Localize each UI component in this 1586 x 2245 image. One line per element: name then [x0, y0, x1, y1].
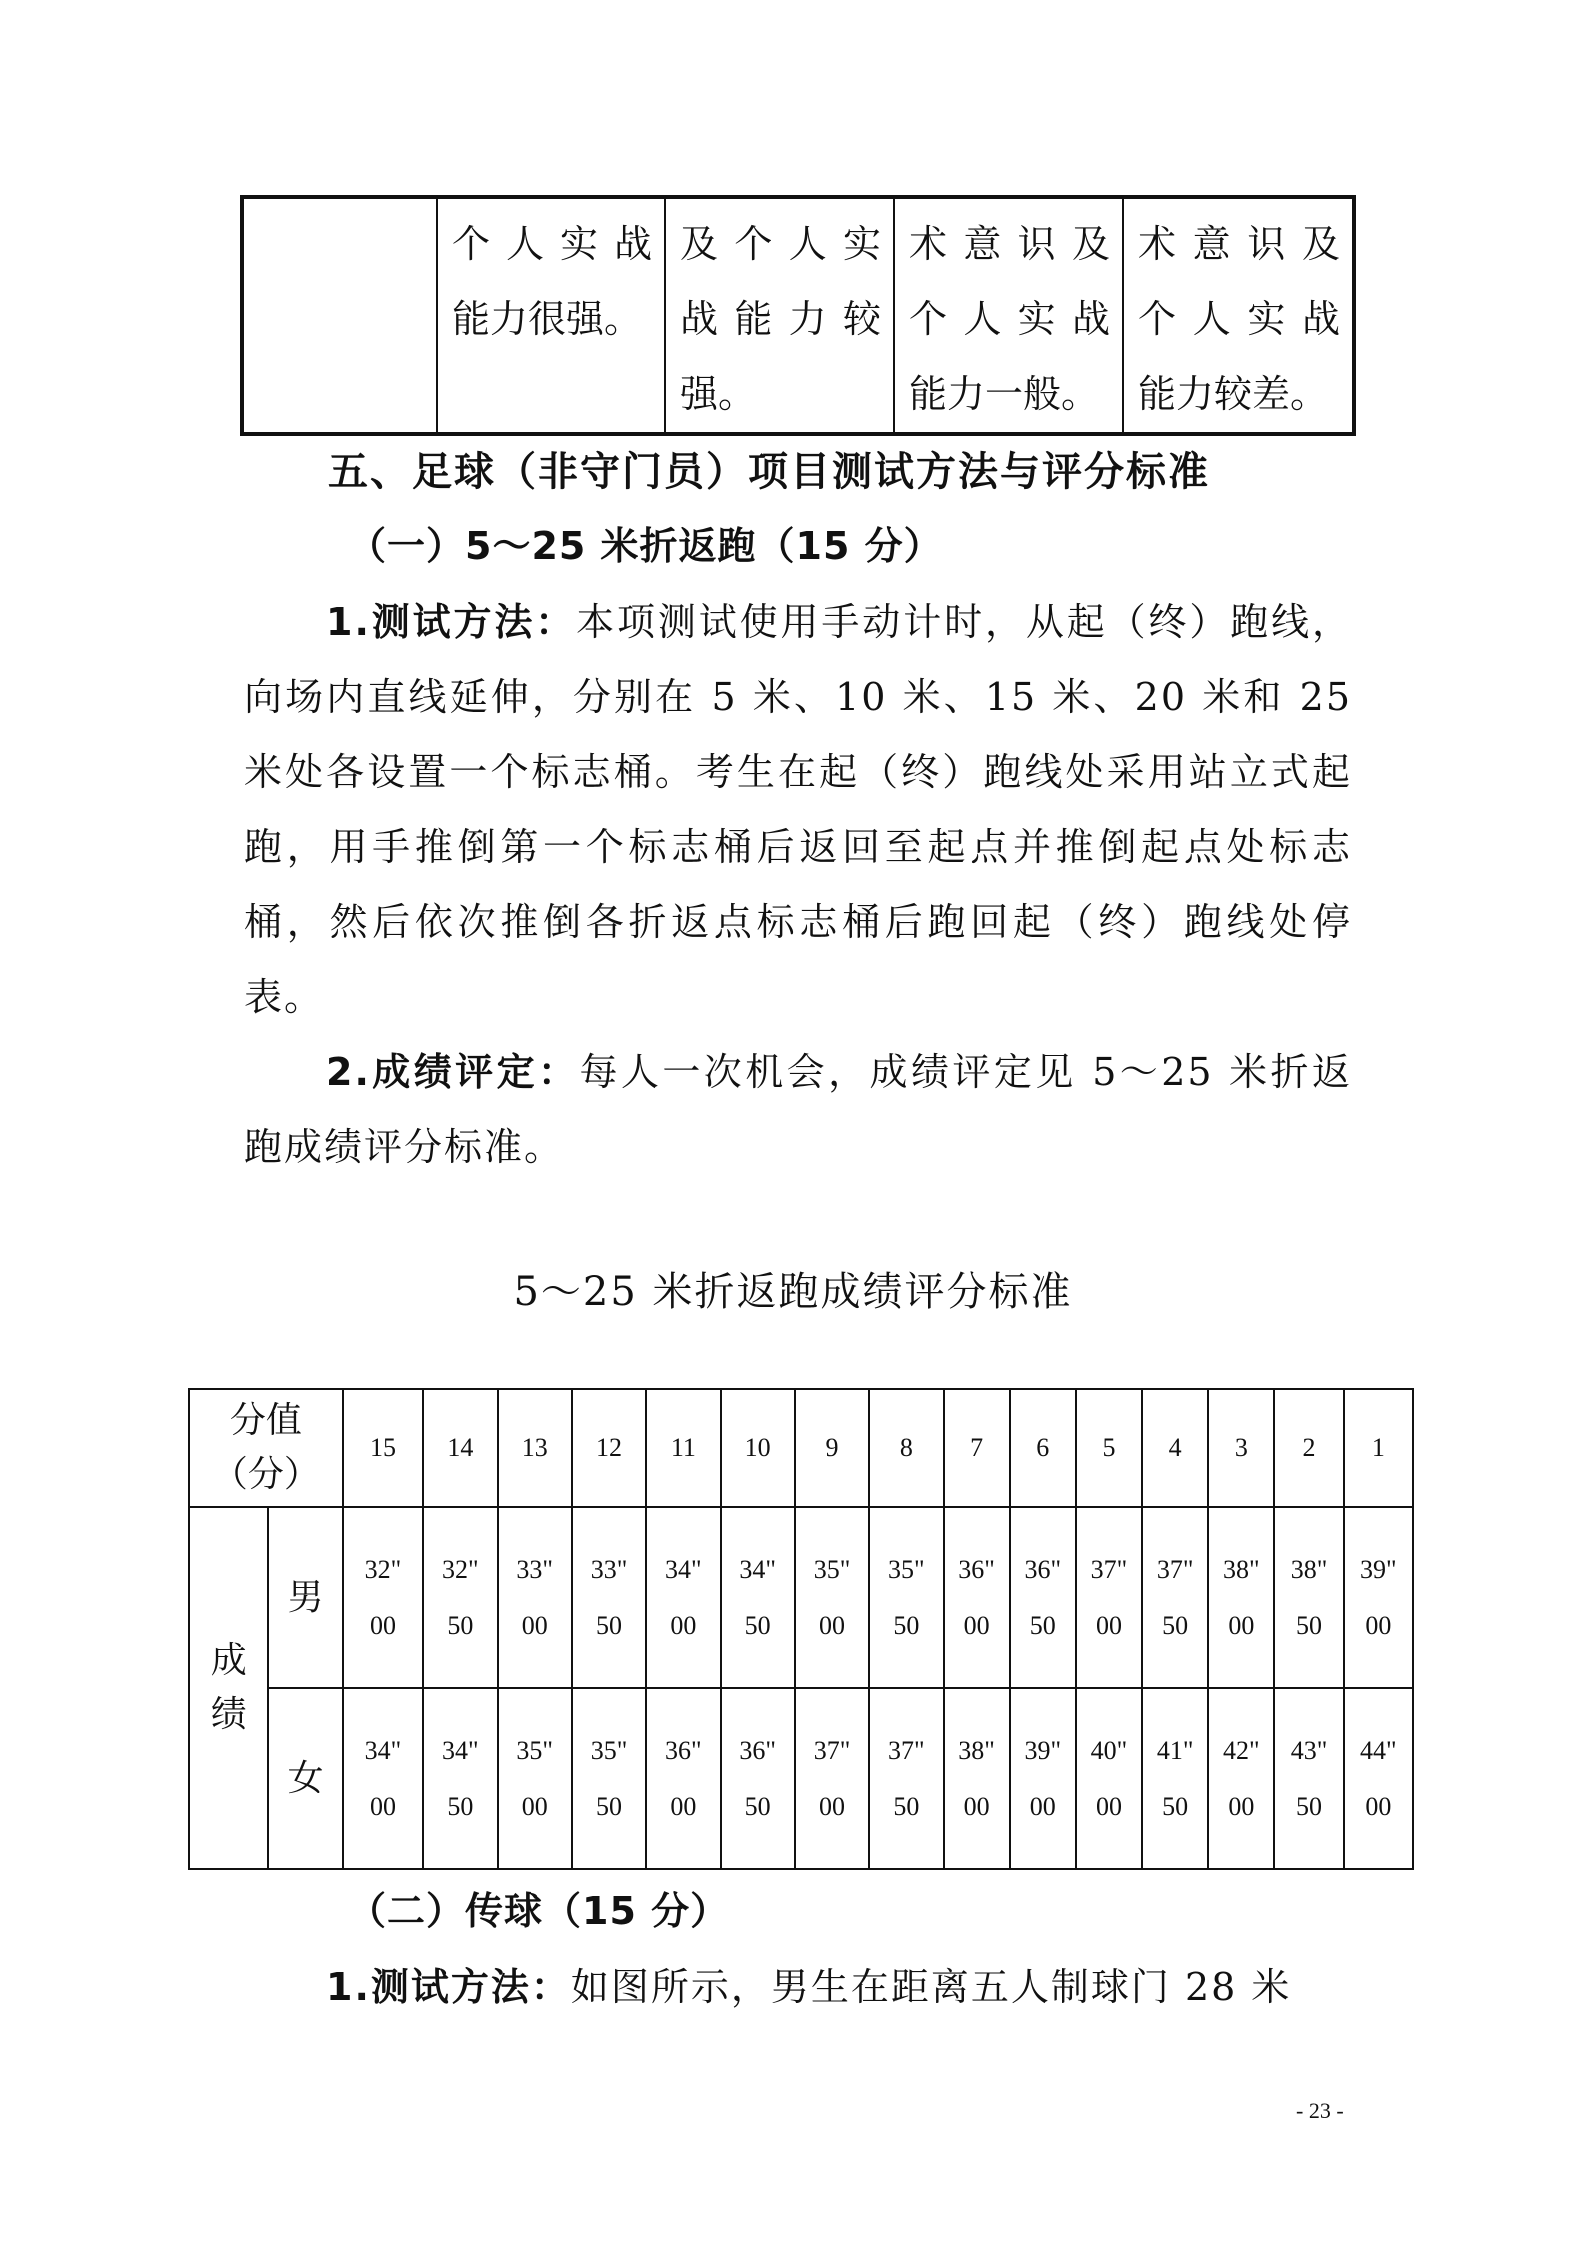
male-time-part: 36" [958, 1554, 995, 1584]
male-time-cell [795, 1507, 869, 1688]
score-table-title: 5～25 米折返跑成绩评分标准 [513, 1269, 1073, 1315]
female-time-cell [1344, 1688, 1413, 1869]
score-header-label [189, 1389, 343, 1507]
female-time-cell [423, 1688, 497, 1869]
test-method-label: 1.测试方法： [326, 600, 577, 644]
male-time-cell [1010, 1507, 1076, 1688]
female-label: 女 [268, 1688, 342, 1869]
female-time-part: 50 [447, 1791, 474, 1821]
male-time-part: 50 [744, 1610, 771, 1640]
female-time-cell [646, 1688, 720, 1869]
result-group-label [189, 1507, 268, 1869]
male-time-part: 34" [665, 1554, 702, 1584]
male-time-cell [423, 1507, 497, 1688]
score-header-label-line2: （分） [211, 1454, 320, 1495]
male-time-part: 00 [819, 1610, 845, 1640]
continued-rating-cell [894, 197, 1123, 434]
male-time-cell [1208, 1507, 1274, 1688]
male-time-part: 50 [1162, 1610, 1189, 1640]
continued-rating-line: 术意识及 [909, 222, 1110, 266]
score-value-cell: 3 [1208, 1389, 1274, 1507]
continued-rating-line: 术意识及 [1138, 222, 1340, 266]
continued-rating-line: 强。 [680, 372, 757, 416]
continued-rating-cell [242, 197, 437, 434]
male-time-part: 50 [1029, 1610, 1056, 1640]
score-value-cell: 6 [1010, 1389, 1076, 1507]
male-time-cell [721, 1507, 795, 1688]
male-time-part: 33" [516, 1554, 553, 1584]
female-time-part: 39" [1024, 1735, 1062, 1765]
result-group-label-line1: 成 [210, 1640, 247, 1681]
male-time-part: 50 [1296, 1610, 1323, 1640]
female-time-part: 50 [1296, 1791, 1323, 1821]
continued-rating-line: 个人实战 [452, 222, 652, 266]
female-time-cell [1274, 1688, 1343, 1869]
female-time-part: 38" [958, 1735, 995, 1765]
continued-rating-line: 及个人实 [680, 222, 881, 266]
male-time-cell [1344, 1507, 1413, 1688]
continued-rating-line: 能力较差。 [1138, 372, 1329, 416]
continued-rating-line: 能力一般。 [909, 372, 1100, 416]
male-time-part: 00 [369, 1610, 396, 1640]
female-time-cell [1208, 1688, 1274, 1869]
score-rule-paragraph [244, 1035, 1352, 1185]
score-value-cell: 8 [869, 1389, 943, 1507]
score-value-cell: 7 [944, 1389, 1010, 1507]
female-time-part: 37" [813, 1735, 851, 1765]
female-time-part: 36" [739, 1735, 776, 1765]
female-time-part: 36" [665, 1735, 702, 1765]
female-time-part: 00 [670, 1791, 697, 1821]
score-value-cell: 2 [1274, 1389, 1343, 1507]
female-time-part: 50 [1162, 1791, 1189, 1821]
female-time-part: 00 [521, 1791, 548, 1821]
male-time-part: 35" [813, 1554, 851, 1584]
score-value-cell: 5 [1076, 1389, 1142, 1507]
score-value-cell: 9 [795, 1389, 869, 1507]
continued-rating-cell [665, 197, 894, 434]
male-label: 男 [268, 1507, 342, 1688]
male-time-part: 32" [442, 1554, 479, 1584]
male-time-part: 50 [447, 1610, 474, 1640]
female-time-cell [795, 1688, 869, 1869]
male-time-part: 36" [1024, 1554, 1062, 1584]
score-value-cell: 11 [646, 1389, 720, 1507]
score-value-cell: 15 [343, 1389, 423, 1507]
male-time-part: 00 [1228, 1610, 1255, 1640]
male-time-cell [869, 1507, 943, 1688]
passing-test-method-text: 如图所示，男生在距离五人制球门 28 米 [570, 1965, 1292, 2009]
female-time-part: 00 [1365, 1791, 1392, 1821]
female-time-cell [1142, 1688, 1208, 1869]
male-time-part: 32" [364, 1554, 402, 1584]
continued-rating-line: 战能力较 [680, 297, 881, 341]
subsection-title-passing: （二）传球（15 分） [348, 1889, 730, 1933]
female-time-cell [869, 1688, 943, 1869]
continued-rating-cell [1123, 197, 1354, 434]
female-time-part: 44" [1360, 1735, 1397, 1765]
male-time-cell [343, 1507, 423, 1688]
female-time-part: 35" [590, 1735, 628, 1765]
page-number: - 23 - [1296, 2098, 1344, 2123]
female-time-cell [498, 1688, 572, 1869]
female-time-part: 00 [1095, 1791, 1122, 1821]
subsection-title-shuttle-run: （一）5～25 米折返跑（15 分） [348, 524, 943, 568]
continued-rating-cell [437, 197, 665, 434]
score-rule-text: 每人一次机会，成绩评定见 5～25 米折返跑成绩评分标准。 [244, 1050, 1352, 1169]
female-time-part: 00 [1029, 1791, 1056, 1821]
female-time-cell [572, 1688, 646, 1869]
male-time-part: 35" [888, 1554, 925, 1584]
score-header-label-line1: 分值 [229, 1400, 302, 1441]
passing-test-method-label: 1.测试方法： [326, 1965, 571, 2009]
test-method-text: 本项测试使用手动计时，从起（终）跑线，向场内直线延伸，分别在 5 米、10 米、15 米、20 米和 25 米处各设置一个标志桶。考生在起（终）跑线处采用站立式起跑，用手推倒第一个标志桶后返回至起点并推倒起点处标志桶，然后依次推倒各折返点标志桶后跑回起（终）跑线处停表。 [244, 600, 1352, 1019]
male-time-part: 37" [1156, 1554, 1194, 1584]
female-time-cell [721, 1688, 795, 1869]
male-time-part: 00 [963, 1610, 990, 1640]
female-time-part: 00 [963, 1791, 990, 1821]
female-time-part: 00 [819, 1791, 845, 1821]
passing-test-method-paragraph [244, 1950, 1352, 2025]
continued-rating-row [242, 197, 1354, 434]
male-time-part: 50 [893, 1610, 920, 1640]
score-value-cell: 1 [1344, 1389, 1413, 1507]
section-title: 五、足球（非守门员）项目测试方法与评分标准 [328, 449, 1210, 495]
male-time-part: 00 [670, 1610, 697, 1640]
male-time-part: 34" [739, 1554, 776, 1584]
score-value-cell: 14 [423, 1389, 497, 1507]
female-time-part: 37" [888, 1735, 925, 1765]
female-time-part: 50 [744, 1791, 771, 1821]
male-time-cell [498, 1507, 572, 1688]
female-time-part: 34" [364, 1735, 402, 1765]
score-value-cell: 4 [1142, 1389, 1208, 1507]
female-time-part: 42" [1223, 1735, 1260, 1765]
test-method-paragraph [244, 585, 1352, 1035]
result-group-label-line2: 绩 [210, 1694, 247, 1735]
female-time-part: 35" [516, 1735, 553, 1765]
continued-rating-table [240, 195, 1356, 436]
female-time-part: 00 [369, 1791, 396, 1821]
male-time-cell [944, 1507, 1010, 1688]
male-times-row [189, 1507, 1413, 1688]
score-value-cell: 10 [721, 1389, 795, 1507]
male-time-part: 00 [521, 1610, 548, 1640]
male-time-part: 38" [1223, 1554, 1260, 1584]
male-time-cell [1274, 1507, 1343, 1688]
female-time-part: 34" [442, 1735, 479, 1765]
male-time-part: 38" [1290, 1554, 1328, 1584]
female-time-cell [944, 1688, 1010, 1869]
female-time-cell [1010, 1688, 1076, 1869]
female-time-part: 41" [1156, 1735, 1194, 1765]
female-time-part: 40" [1090, 1735, 1128, 1765]
male-time-cell [1076, 1507, 1142, 1688]
male-time-part: 50 [596, 1610, 623, 1640]
female-time-cell [1076, 1688, 1142, 1869]
male-time-cell [572, 1507, 646, 1688]
score-header-row [189, 1389, 1413, 1507]
shuttle-run-score-table [188, 1388, 1414, 1870]
male-time-part: 39" [1360, 1554, 1397, 1584]
score-value-cell: 13 [498, 1389, 572, 1507]
male-time-cell [1142, 1507, 1208, 1688]
male-time-cell [646, 1507, 720, 1688]
male-time-part: 00 [1365, 1610, 1392, 1640]
score-rule-label: 2.成绩评定： [326, 1050, 580, 1094]
female-time-part: 50 [893, 1791, 920, 1821]
continued-rating-line: 个人实战 [909, 297, 1110, 341]
female-times-row [189, 1688, 1413, 1869]
male-time-part: 37" [1090, 1554, 1128, 1584]
male-time-part: 00 [1095, 1610, 1122, 1640]
male-time-part: 33" [590, 1554, 628, 1584]
score-value-cell: 12 [572, 1389, 646, 1507]
female-time-part: 50 [596, 1791, 623, 1821]
female-time-part: 00 [1228, 1791, 1255, 1821]
continued-rating-line: 能力很强。 [452, 297, 643, 341]
female-time-cell [343, 1688, 423, 1869]
continued-rating-line: 个人实战 [1138, 297, 1340, 341]
female-time-part: 43" [1290, 1735, 1328, 1765]
